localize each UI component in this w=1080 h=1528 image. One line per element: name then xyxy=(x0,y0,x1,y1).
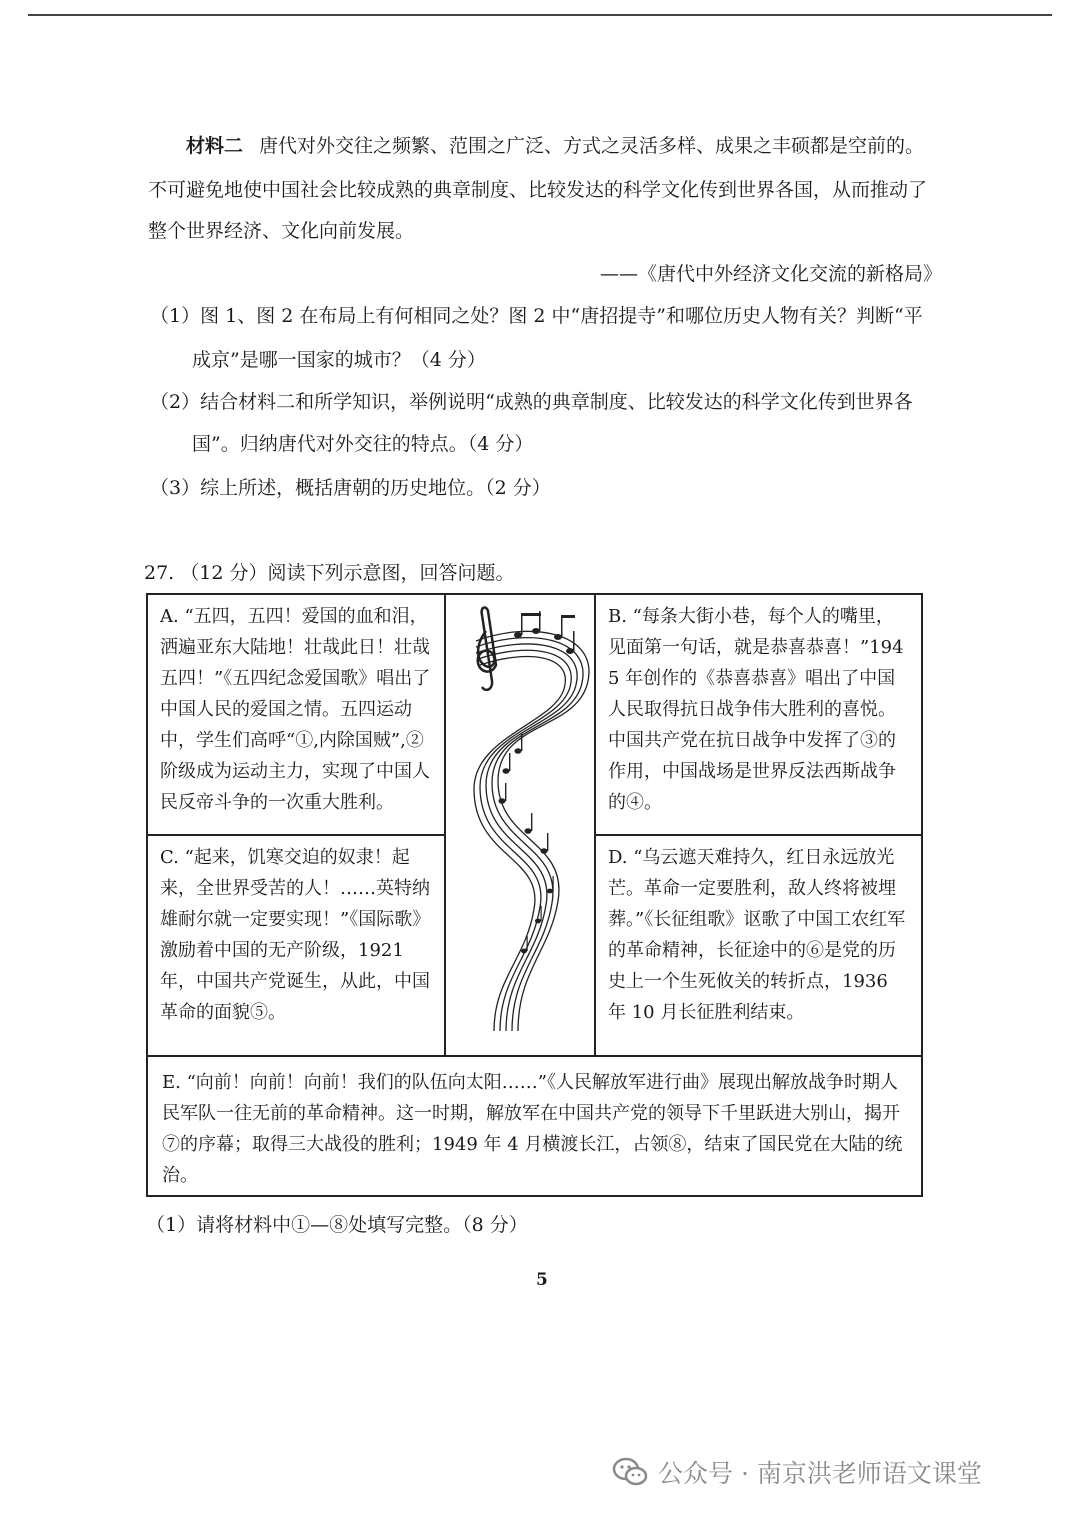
q27-song-table xyxy=(146,593,923,1197)
q26-1-line2: 成京”是哪一国家的城市？（4 分） xyxy=(192,349,486,371)
q27-1: （1）请将材料中①—⑧处填写完整。（8 分） xyxy=(146,1214,528,1236)
box-c: C. “起来，饥寒交迫的奴隶！起来，全世界受苦的人！……英特纳雄耐尔就一定要实现！”《国际歌》激励着中国的无产阶级，1921 年，中国共产党诞生，从此，中国革命的面貌⑤。 xyxy=(147,835,445,1056)
music-ribbon-illustration xyxy=(445,594,595,1056)
material2-line1: 材料二 唐代对外交往之频繁、范围之广泛、方式之灵活多样、成果之丰硕都是空前的。 xyxy=(186,135,925,157)
page-top-border xyxy=(28,14,1052,16)
watermark xyxy=(612,1452,982,1492)
box-d: D. “乌云遮天难持久，红日永远放光芒。革命一定要胜利，敌人终将被埋葬。”《长征组歌》讴歌了中国工农红军的革命精神，长征途中的⑥是党的历史上一个生死攸关的转折点，1936 年 10 月长征胜利结束。 xyxy=(595,835,922,1056)
q26-1-line1: （1）图 1、图 2 在布局上有何相同之处？图 2 中“唐招提寺”和哪位历史人物有关？判断“平 xyxy=(150,305,923,327)
music-score-ribbon-icon xyxy=(458,601,604,1041)
material2-source: ——《唐代中外经济文化交流的新格局》 xyxy=(599,263,942,285)
material2-line2: 不可避免地使中国社会比较成熟的典章制度、比较发达的科学文化传到世界各国，从而推动了 xyxy=(148,179,928,201)
box-a: A. “五四，五四！爱国的血和泪，洒遍亚东大陆地！壮哉此日！壮哉五四！”《五四纪念爱国歌》唱出了中国人民的爱国之情。五四运动中，学生们高呼“①,内除国贼”,②阶级成为运动主力，实现了中国人民反帝斗争的一次重大胜利。 xyxy=(147,594,445,835)
material2-line3: 整个世界经济、文化向前发展。 xyxy=(148,220,415,242)
box-b: B. “每条大街小巷，每个人的嘴里，见面第一句话，就是恭喜恭喜！”1945 年创作的《恭喜恭喜》唱出了中国人民取得抗日战争伟大胜利的喜悦。中国共产党在抗日战争中发挥了③的作用，中国战场是世界反法西斯战争的④。 xyxy=(595,594,922,835)
material2-label: 材料二 xyxy=(186,135,244,157)
q27-header: 27. （12 分）阅读下列示意图，回答问题。 xyxy=(144,562,515,584)
watermark-text: 公众号 · 南京洪老师语文课堂 xyxy=(658,1459,982,1488)
page-number: 5 xyxy=(536,1270,548,1290)
box-e: E. “向前！向前！向前！我们的队伍向太阳……”《人民解放军进行曲》展现出解放战争时期人民军队一往无前的革命精神。这一时期，解放军在中国共产党的领导下千里跃进大别山，揭开⑦的序幕；取得三大战役的胜利；1949 年 4 月横渡长江，占领⑧，结束了国民党在大陆的统治。 xyxy=(147,1056,922,1196)
q26-2-line1: （2）结合材料二和所学知识，举例说明“成熟的典章制度、比较发达的科学文化传到世界各 xyxy=(150,391,913,413)
q26-3: （3）综上所述，概括唐朝的历史地位。（2 分） xyxy=(150,477,551,499)
q26-2-line2: 国”。归纳唐代对外交往的特点。（4 分） xyxy=(192,433,534,455)
wechat-icon xyxy=(612,1457,648,1487)
